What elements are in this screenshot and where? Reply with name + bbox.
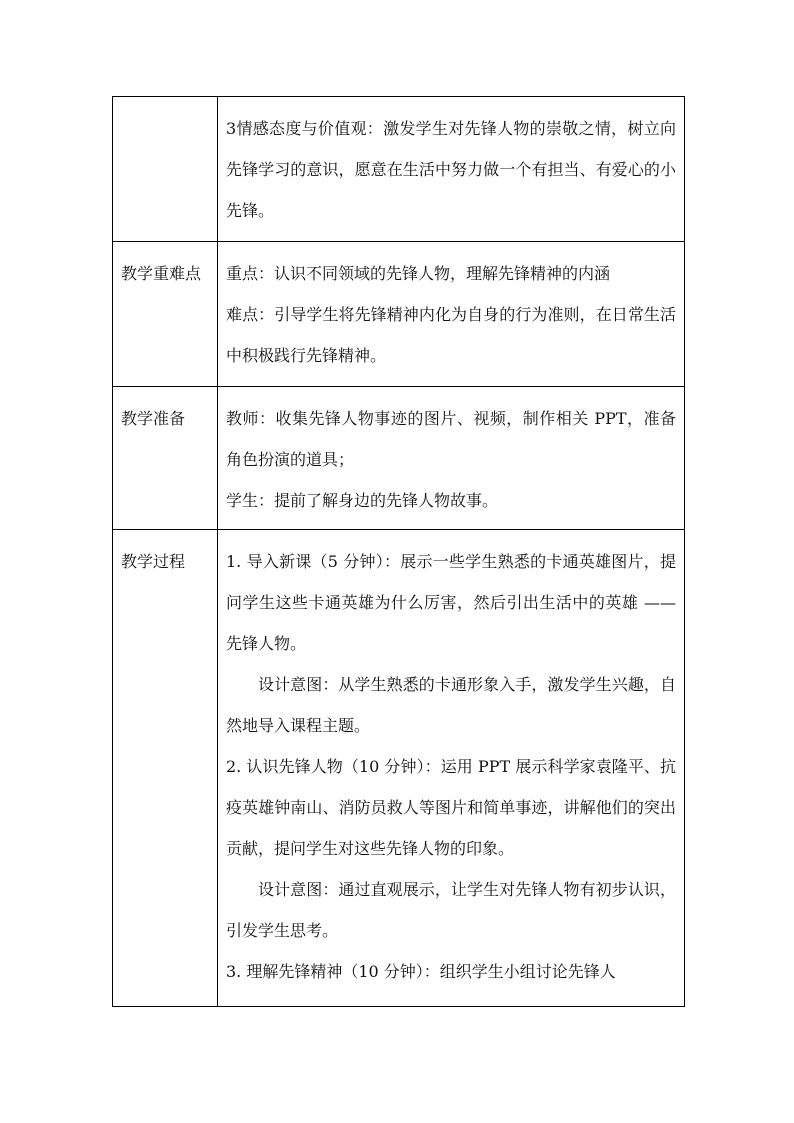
row-label-cell [113, 97, 218, 242]
lesson-plan-table [112, 96, 685, 1007]
row-label: 教学准备 [121, 409, 186, 428]
design-intent-paragraph: 设计意图：从学生熟悉的卡通形象入手，激发学生兴趣，自然地导入课程主题。 [226, 675, 676, 735]
row-content-cell [218, 242, 685, 387]
paragraph: 3情感态度与价值观：激发学生对先锋人物的崇敬之情，树立向先锋学习的意识，愿意在生活中努力做一个有担当、有爱心的小先锋。 [226, 119, 676, 220]
paragraph: 1. 导入新课（5 分钟）：展示一些学生熟悉的卡通英雄图片，提问学生这些卡通英雄为什么厉害，然后引出生活中的英雄 —— 先锋人物。 [226, 552, 676, 653]
row-label-cell [113, 242, 218, 387]
row-content [218, 387, 684, 529]
paragraph: 2. 认识先锋人物（10 分钟）：运用 PPT 展示科学家袁隆平、抗疫英雄钟南山、消防员救人等图片和简单事迹，讲解他们的突出贡献，提问学生对这些先锋人物的印象。 [226, 757, 676, 858]
row-content [218, 97, 684, 239]
design-intent-paragraph: 设计意图：通过直观展示，让学生对先锋人物有初步认识，引发学生思考。 [226, 880, 676, 940]
paragraph: 难点：引导学生将先锋精神内化为自身的行为准则，在日常生活中积极践行先锋精神。 [226, 305, 676, 365]
row-content-cell [218, 530, 685, 1007]
row-label: 教学过程 [121, 552, 186, 571]
row-label [113, 97, 217, 108]
row-label-cell [113, 530, 218, 1007]
table-row-emotion-goal [113, 97, 685, 242]
paragraph: 教师：收集先锋人物事迹的图片、视频，制作相关 PPT，准备角色扮演的道具； [226, 409, 676, 469]
paragraph: 重点：认识不同领域的先锋人物，理解先锋精神的内涵 [226, 264, 611, 283]
table-row-process [113, 530, 685, 1007]
row-content [218, 530, 684, 1000]
row-content-cell [218, 97, 685, 242]
paragraph: 3. 理解先锋精神（10 分钟）：组织学生小组讨论先锋人 [226, 962, 616, 981]
row-content [218, 242, 684, 384]
row-label: 教学重难点 [121, 264, 202, 283]
table-row-key-points [113, 242, 685, 387]
paragraph: 学生：提前了解身边的先锋人物故事。 [226, 491, 499, 510]
row-label-cell [113, 387, 218, 530]
table-row-preparation [113, 387, 685, 530]
row-content-cell [218, 387, 685, 530]
